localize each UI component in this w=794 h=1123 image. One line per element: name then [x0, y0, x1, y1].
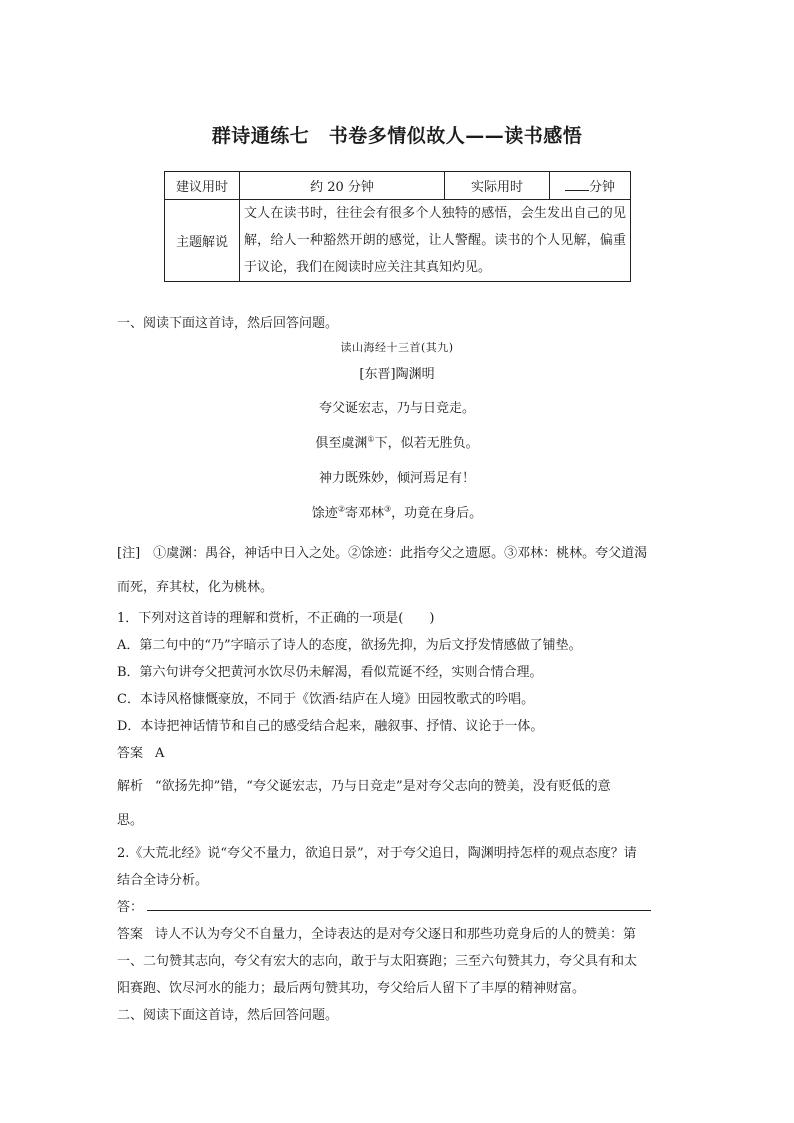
suggest-time-value: 约 20 分钟	[240, 172, 445, 200]
question-1-answer: 答案 A	[117, 746, 165, 761]
question-2-answer: 答案 诗人不认为夸父不自量力，全诗表达的是对夸父逐日和那些功竟身后的人的赞美：第	[117, 927, 637, 942]
question-1-analysis: 解析 “欲扬先抑”错，“夸父诞宏志，乃与日竞走”是对夸父志向的赞美，没有贬低的意	[117, 779, 611, 794]
suggest-time-label: 建议用时	[165, 172, 240, 200]
question-2-stem-cont: 结合全诗分析。	[117, 873, 209, 888]
question-1-analysis-cont: 思。	[117, 813, 144, 828]
answer-blank-line	[147, 898, 651, 911]
info-table	[164, 171, 631, 282]
page-title: 群诗通练七 书卷多情似故人——读书感悟	[211, 125, 583, 147]
actual-time-label: 实际用时	[445, 172, 550, 200]
question-1-option-a: A．第二句中的“乃”字暗示了诗人的态度，欲扬先抑，为后文抒发情感做了铺垫。	[117, 638, 582, 653]
question-2-answer-field: 答：	[117, 896, 651, 915]
question-2-answer-cont-1: 一、二句赞其志向，夸父有宏大的志向，敢于与太阳赛跑；三至六句赞其力，夸父具有和太	[117, 954, 638, 969]
question-2-stem: 2.《大荒北经》说“夸父不量力，欲追日景”，对于夸父追日，陶渊明持怎样的观点态度？请	[117, 846, 637, 861]
poem-title: 读山海经十三首(其九)	[340, 341, 454, 354]
question-2-answer-cont-2: 阳赛跑、饮尽河水的能力；最后两句赞其功，夸父给后人留下了丰厚的精神财富。	[117, 981, 586, 996]
question-1-option-c: C．本诗风格慷慨豪放，不同于《饮酒·结庐在人境》田园牧歌式的吟唱。	[117, 692, 535, 707]
poem-line-2: 俱至虞渊①下，似若无胜负。	[315, 434, 479, 451]
poem-line-4: 馀迹②寄邓林③，功竟在身后。	[311, 504, 483, 521]
theme-label: 主题解说	[165, 200, 240, 282]
actual-time-cell	[550, 172, 631, 200]
section-heading-2: 二、阅读下面这首诗，然后回答问题。	[117, 1008, 339, 1023]
note-line-2: 而死，弃其杖，化为桃林。	[117, 580, 274, 595]
note-mark-3: ③	[384, 504, 392, 514]
poem-author: [东晋]陶渊明	[359, 367, 435, 382]
actual-time-unit: 分钟	[588, 180, 615, 195]
section-heading-1: 一、阅读下面这首诗，然后回答问题。	[117, 316, 339, 331]
note-line-1: [注] ①虞渊：禺谷，神话中日入之处。②馀迹：此指夸父之遗愿。③邓林：桃林。夸父道渴	[117, 546, 648, 561]
note-mark-2: ②	[337, 504, 345, 514]
actual-time-blank	[565, 178, 589, 191]
note-mark-1: ①	[367, 434, 375, 444]
poem-line-3: 神力既殊妙，倾河焉足有！	[318, 471, 475, 486]
poem-line-1: 夸父诞宏志，乃与日竞走。	[318, 401, 475, 416]
question-1-stem: 1．下列对这首诗的理解和赏析，不正确的一项是( )	[117, 611, 435, 626]
question-1-option-d: D．本诗把神话情节和自己的感受结合起来，融叙事、抒情、议论于一体。	[117, 719, 544, 734]
question-1-option-b: B．第六句讲夸父把黄河水饮尽仍未解渴，看似荒诞不经，实则合情合理。	[117, 665, 543, 680]
theme-text: 文人在读书时，往往会有很多个人独特的感悟，会生发出自己的见解，给人一种豁然开朗的感觉，让人警醒。读书的个人见解，偏重于议论，我们在阅读时应关注其真知灼见。	[240, 200, 631, 282]
